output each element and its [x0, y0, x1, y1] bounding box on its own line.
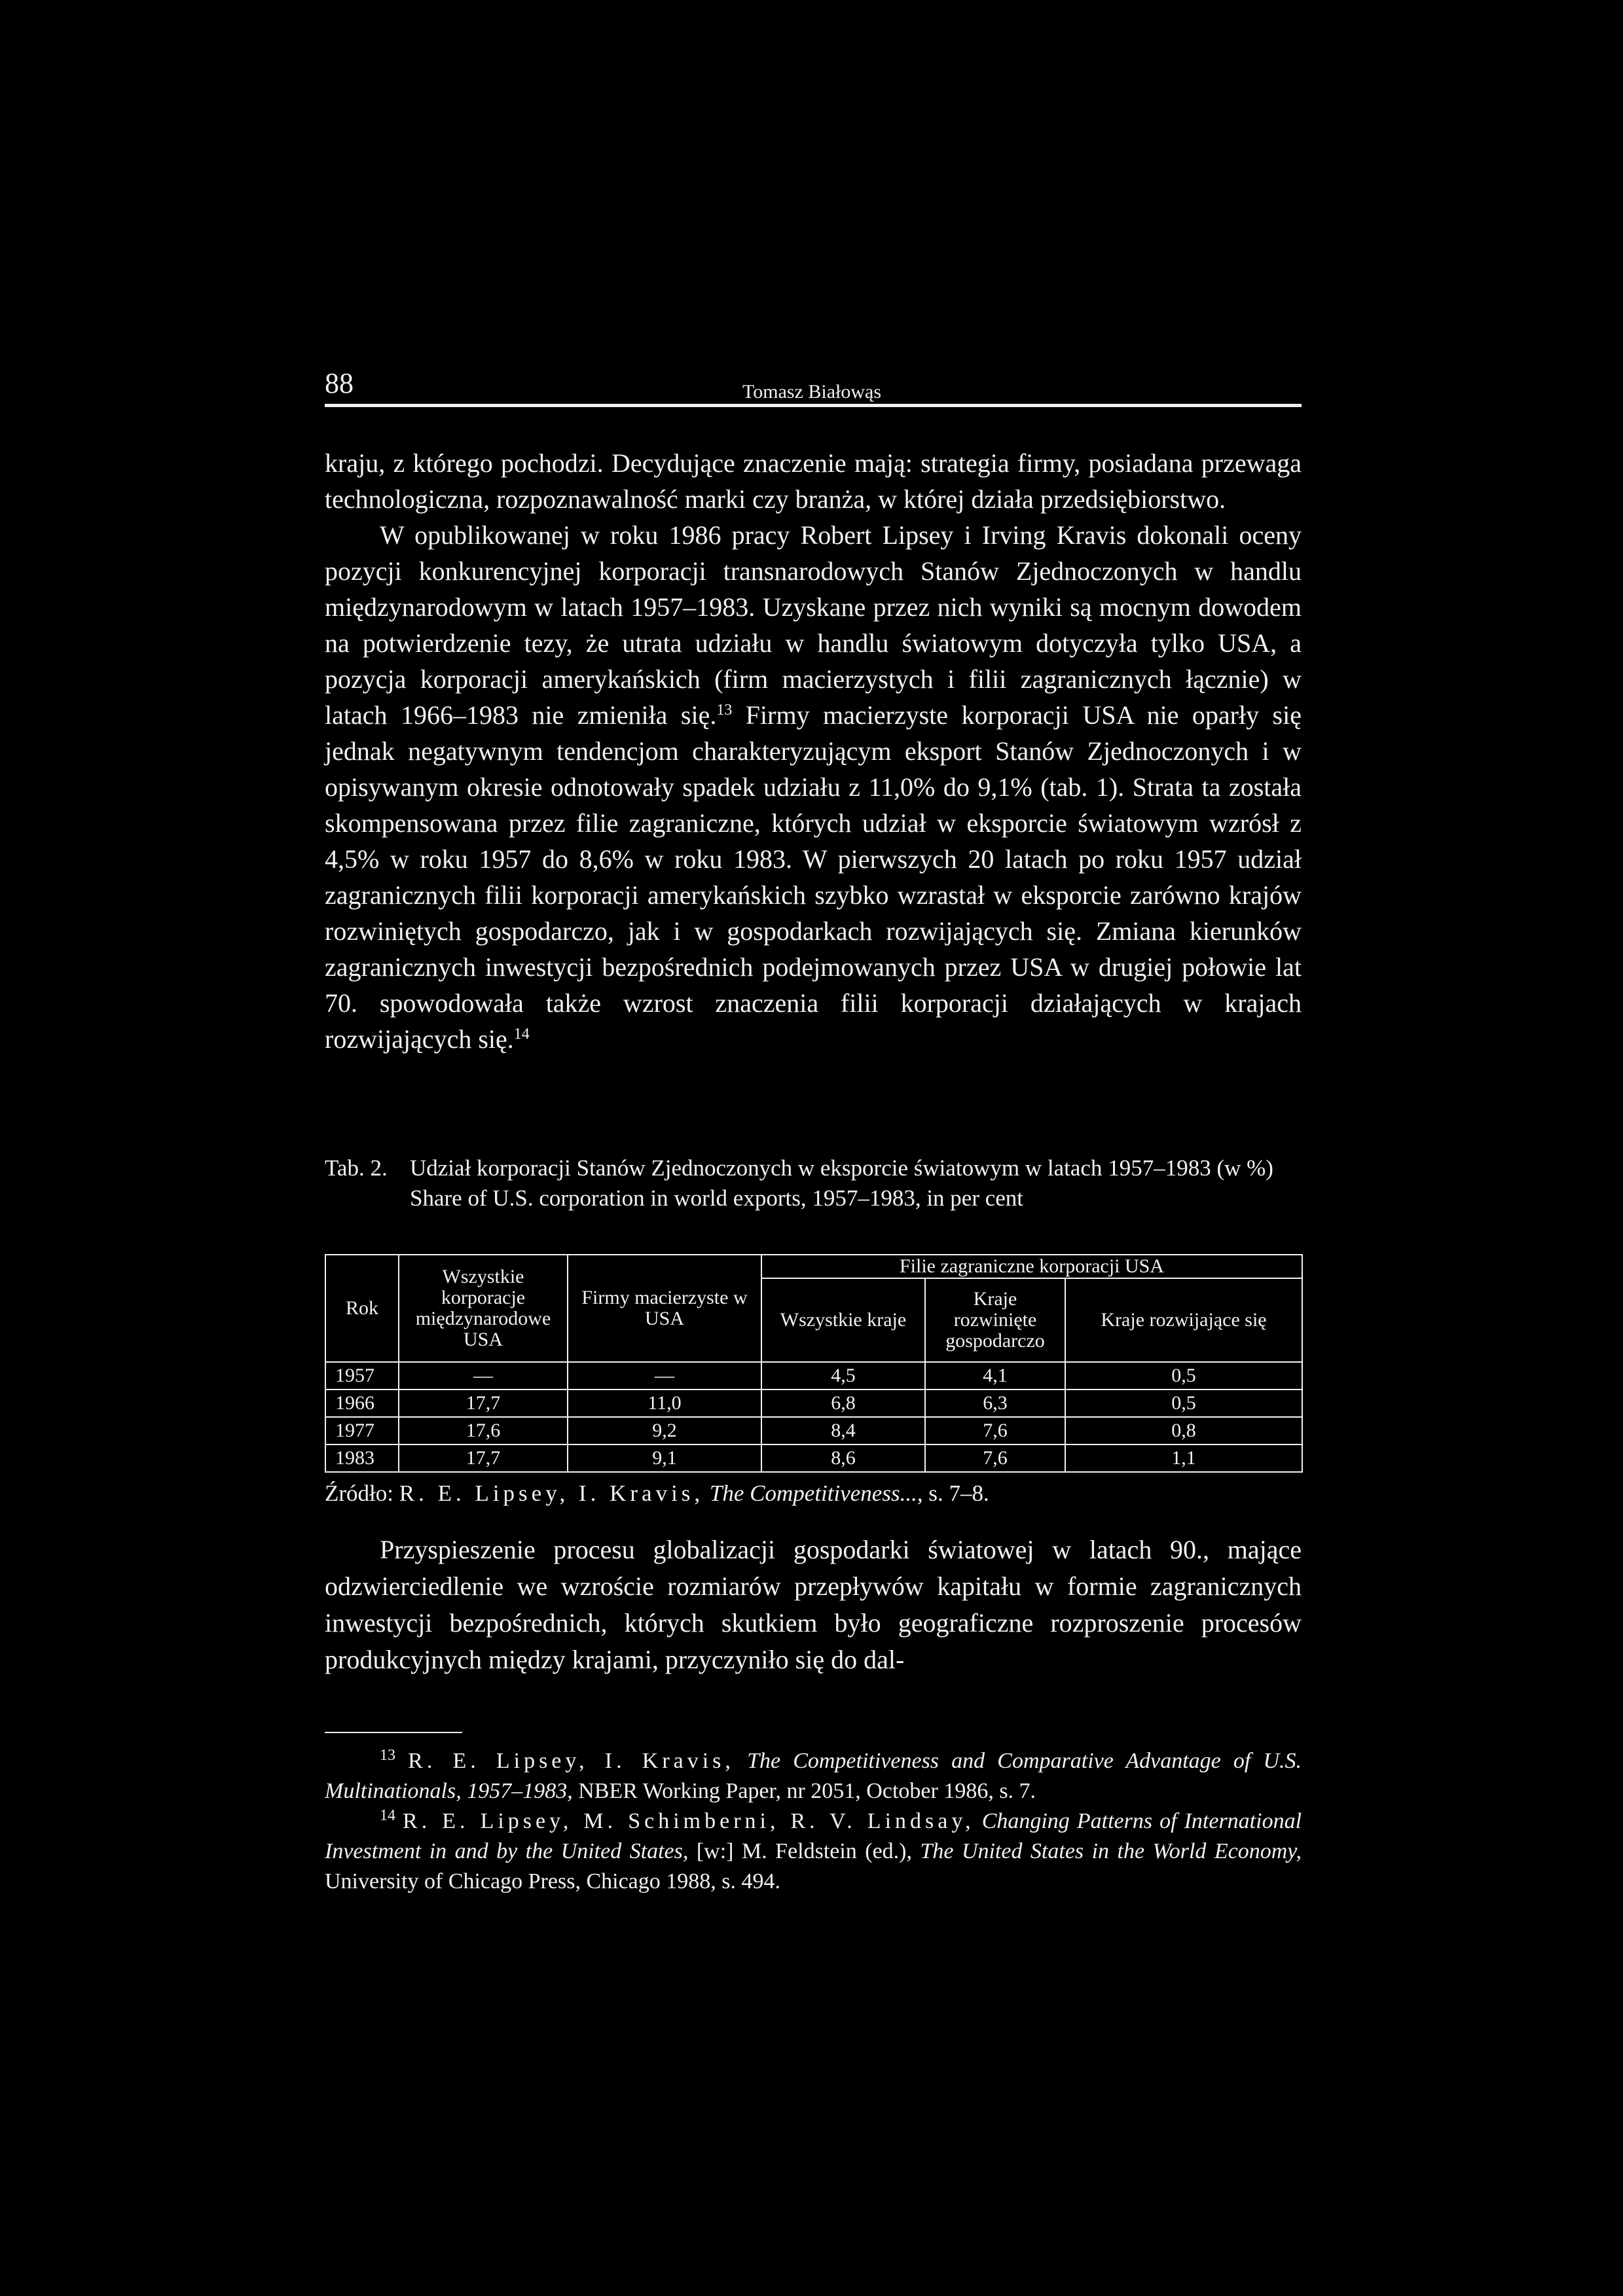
header-rule — [325, 404, 1302, 407]
footnote-title-2: The United States in the World Economy, — [920, 1839, 1302, 1863]
page-header — [325, 367, 1302, 406]
cell-value: 9,2 — [568, 1417, 761, 1444]
footnote-title: The Competitiveness and Comparative Advantage of U.S. Multinationals, 1957–1983, — [325, 1749, 1302, 1803]
cell-value: 8,4 — [761, 1417, 925, 1444]
table-caption-label: Tab. 2. — [325, 1155, 388, 1181]
cell-year: 1966 — [325, 1390, 399, 1417]
header-kraje-rozwijajace: Kraje rozwijające się — [1065, 1278, 1302, 1362]
footnote-authors: R. E. Lipsey, I. Kravis, — [408, 1749, 735, 1773]
source-label: Źródło: — [325, 1480, 399, 1506]
cell-year: 1957 — [325, 1362, 399, 1390]
cell-value: — — [399, 1362, 568, 1390]
cell-value: 17,7 — [399, 1390, 568, 1417]
header-firmy-macierzyste: Firmy macierzyste w USA — [568, 1255, 761, 1362]
source-title: The Competitiveness... — [709, 1480, 917, 1506]
cell-value: 6,3 — [925, 1390, 1065, 1417]
footnote-authors: R. E. Lipsey, M. Schimberni, R. V. Lindsay, — [403, 1809, 975, 1833]
cell-value: 1,1 — [1065, 1444, 1302, 1472]
body-text — [325, 445, 1302, 1057]
source-authors: R. E. Lipsey, I. Kravis, — [399, 1480, 704, 1506]
table-body — [325, 1362, 1302, 1472]
cell-value: 9,1 — [568, 1444, 761, 1472]
footnote-number: 13 — [380, 1747, 395, 1764]
header-wszystkie-korporacje: Wszystkie korporacje międzynarodowe USA — [399, 1255, 568, 1362]
footnote-14 — [325, 1806, 1302, 1897]
cell-value: — — [568, 1362, 761, 1390]
header-rok: Rok — [325, 1255, 399, 1362]
header-filie-group: Filie zagraniczne korporacji USA — [761, 1255, 1302, 1278]
cell-value: 17,7 — [399, 1444, 568, 1472]
footnote-title: Changing Patterns of International Investment in and by the United States, — [325, 1809, 1302, 1863]
footnotes — [325, 1746, 1302, 1897]
table-caption-en: Share of U.S. corporation in world exports, 1957–1983, in per cent — [410, 1185, 1024, 1211]
table-caption-text — [410, 1153, 1302, 1213]
paragraph-3: Przyspieszenie procesu globalizacji gospodarki światowej w latach 90., mające odzwierciedlenie we wzroście rozmiarów przepływów kapitału w formie zagranicznych inwestycji bezpośrednich, których skutkiem było geograficzne rozproszenie procesów produkcyjnych między krajami, przyczyniło się do dal- — [325, 1535, 1302, 1674]
cell-value: 11,0 — [568, 1390, 761, 1417]
footnote-rest: University of Chicago Press, Chicago 1988, s. 494. — [325, 1869, 780, 1893]
data-table — [325, 1254, 1303, 1473]
footnote-rule — [325, 1732, 462, 1733]
table-caption-pl: Udział korporacji Stanów Zjednoczonych w eksporcie światowym w latach 1957–1983 (w %) — [410, 1155, 1273, 1181]
paragraph-2-part-b: Firmy macierzyste korporacji USA nie oparły się jednak negatywnym tendencjom charakteryzującym eksport Stanów Zjednoczonych i w opisywanym okresie odnotowały spadek udziału z 11,0% do 9,1% (tab. 1). Strata ta została skompensowana przez filie zagraniczne, których udział w eksporcie światowym wzrósł z 4,5% w roku 1957 do 8,6% w roku 1983. W pierwszych 20 latach po roku 1957 udział zagranicznych filii korporacji amerykańskich szybko wzrastał w eksporcie zarówno krajów rozwiniętych gospodarczo, jak i w gospodarkach rozwijających się. Zmiana kierunków zagranicznych inwestycji bezpośrednich podejmowanych przez USA w drugiej połowie lat 70. spowodowała także wzrost znaczenia filii korporacji działających w krajach rozwijających się. — [325, 700, 1302, 1054]
cell-value: 4,5 — [761, 1362, 925, 1390]
paragraph-2-part-a: W opublikowanej w roku 1986 pracy Robert Lipsey i Irving Kravis dokonali oceny pozycji konkurencyjnej korporacji transnarodowych Stanów Zjednoczonych w handlu międzynarodowym w latach 1957–1983. Uzyskane przez nich wyniki są mocnym dowodem na potwierdzenie tezy, że utrata udziału w handlu światowym dotyczyła tylko USA, a pozycja korporacji amerykańskich (firm macierzystych i filii zagranicznych łącznie) w latach 1966–1983 nie zmieniła się. — [325, 520, 1302, 730]
cell-value: 0,5 — [1065, 1362, 1302, 1390]
footnote-mid: [w:] M. Feldstein (ed.), — [688, 1839, 921, 1863]
paragraph-2 — [325, 517, 1302, 1057]
cell-value: 8,6 — [761, 1444, 925, 1472]
cell-value: 17,6 — [399, 1417, 568, 1444]
footnote-13 — [325, 1746, 1302, 1806]
page-number: 88 — [325, 367, 354, 399]
footnote-number: 14 — [380, 1807, 395, 1824]
table-head — [325, 1255, 1302, 1362]
running-head: Tomasz Białowąs — [742, 381, 882, 403]
document-page — [325, 0, 1302, 2296]
footnote-rest: NBER Working Paper, nr 2051, October 1986, s. 7. — [572, 1779, 1036, 1803]
header-wszystkie-kraje: Wszystkie kraje — [761, 1278, 925, 1362]
cell-value: 7,6 — [925, 1444, 1065, 1472]
cell-year: 1983 — [325, 1444, 399, 1472]
cell-value: 4,1 — [925, 1362, 1065, 1390]
header-kraje-rozwiniete: Kraje rozwinięte gospodarczo — [925, 1278, 1065, 1362]
footnote-ref-13[interactable]: 13 — [716, 702, 733, 719]
source-pages: , s. 7–8. — [917, 1480, 989, 1506]
cell-value: 7,6 — [925, 1417, 1065, 1444]
paragraph-1: kraju, z którego pochodzi. Decydujące znaczenie mają: strategia firmy, posiadana przewaga technologiczna, rozpoznawalność marki czy branża, w której działa przedsiębiorstwo. — [325, 448, 1302, 514]
table-row — [325, 1390, 1302, 1417]
cell-value: 0,8 — [1065, 1417, 1302, 1444]
cell-value: 6,8 — [761, 1390, 925, 1417]
footnote-ref-14[interactable]: 14 — [513, 1026, 530, 1043]
table-row — [325, 1444, 1302, 1472]
cell-year: 1977 — [325, 1417, 399, 1444]
table-row — [325, 1362, 1302, 1390]
cell-value: 0,5 — [1065, 1390, 1302, 1417]
table-row — [325, 1417, 1302, 1444]
table-source — [325, 1480, 989, 1507]
